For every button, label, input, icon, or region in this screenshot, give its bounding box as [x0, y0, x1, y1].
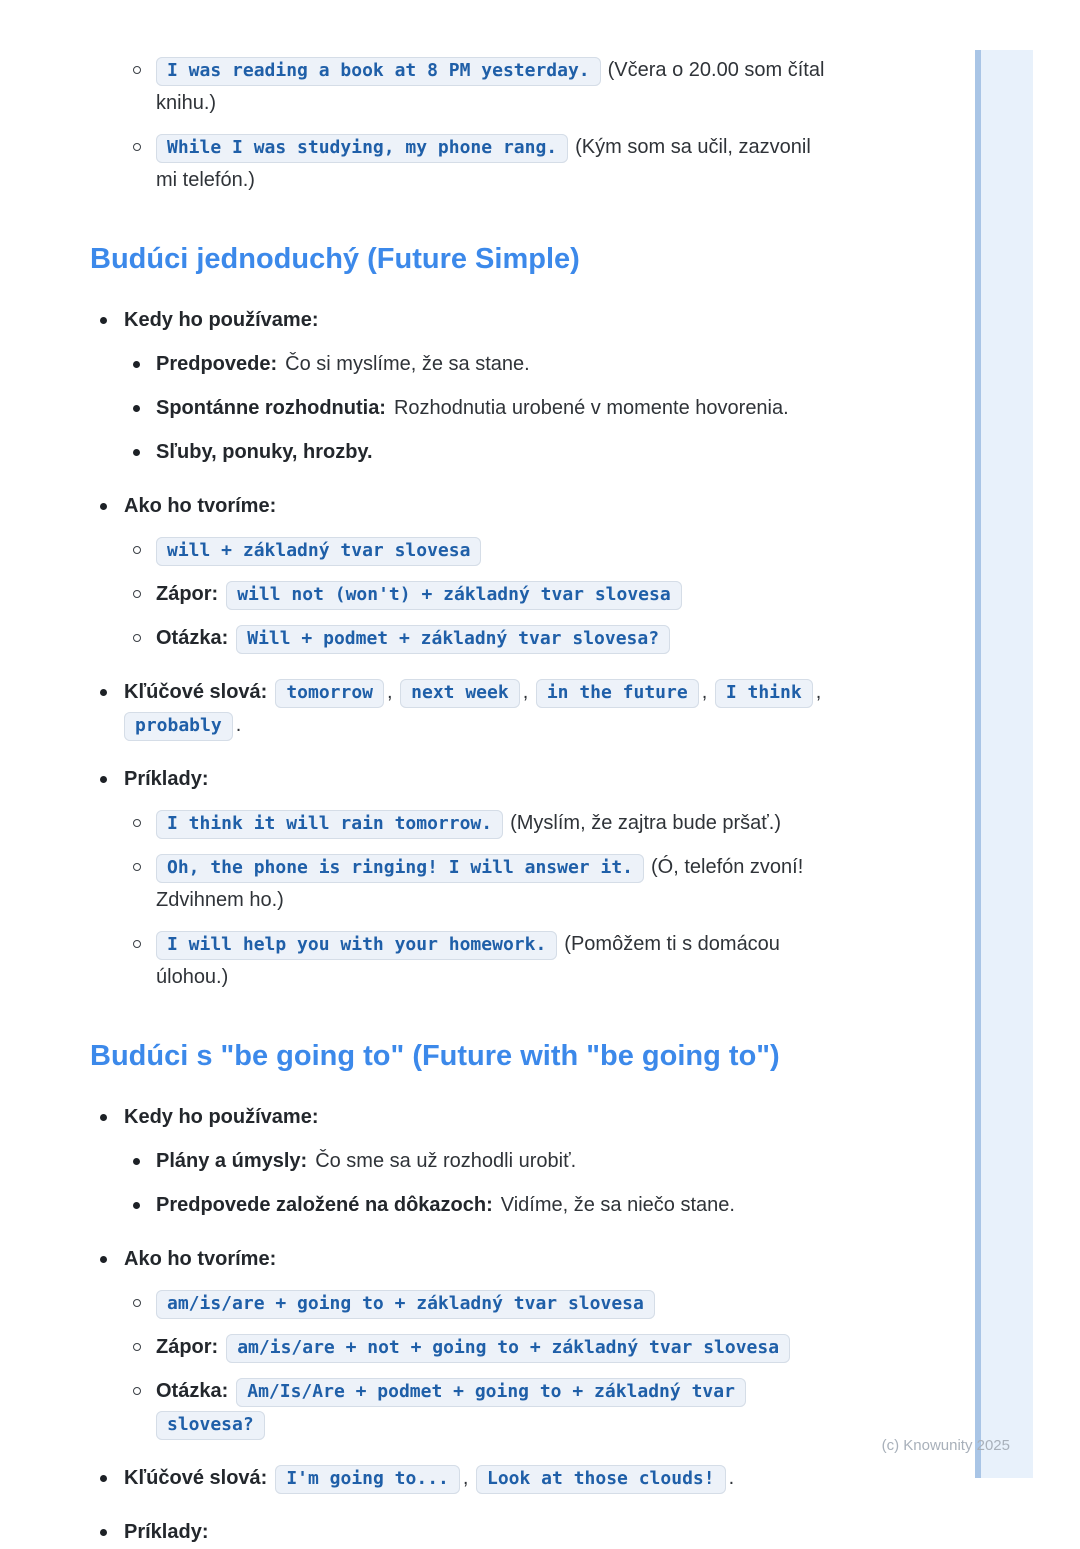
list-item — [90, 1189, 830, 1222]
examples-label: Príklady: — [124, 768, 209, 790]
translation-text: (Myslím, že zajtra bude pršať.) — [510, 812, 782, 834]
item-text: Čo sme sa už rozhodli urobiť. — [315, 1150, 577, 1172]
bullet-circle-icon — [133, 819, 141, 827]
separator: . — [728, 1467, 735, 1489]
list-item-keywords — [90, 1462, 830, 1495]
list-item — [90, 1287, 830, 1320]
list-item-form-header — [90, 1243, 830, 1276]
list-item-form-header — [90, 490, 830, 523]
list-item — [90, 131, 830, 197]
list-item — [90, 392, 830, 425]
bullet-circle-icon — [133, 940, 141, 948]
examples-label: Príklady: — [124, 1521, 209, 1543]
code-chip: Am/Is/Are + podmet + going to + základný tvar slovesa? — [156, 1378, 746, 1440]
list-item — [90, 622, 830, 655]
code-chip: Will + podmet + základný tvar slovesa? — [236, 625, 670, 654]
section-title-going-to: Budúci s "be going to" (Future with "be going to") — [90, 1040, 780, 1072]
bullet-disc-icon — [100, 776, 107, 783]
list-item — [90, 928, 830, 994]
item-label: Otázka: — [156, 627, 229, 649]
list-item-usage-header — [90, 304, 830, 337]
bullet-disc-icon — [133, 449, 140, 456]
usage-label: Kedy ho používame: — [124, 309, 319, 331]
keyword-chip: in the future — [536, 679, 699, 708]
keyword-chip: tomorrow — [275, 679, 384, 708]
translation-text: (Kým som sa učil, zazvonil mi telefón.) — [156, 136, 811, 191]
separator: , — [522, 681, 529, 703]
bullet-disc-icon — [100, 1475, 107, 1482]
list-item — [90, 807, 830, 840]
bullet-disc-icon — [100, 689, 107, 696]
list-item — [90, 348, 830, 381]
separator: , — [387, 681, 393, 703]
list-item — [90, 851, 830, 917]
bullet-circle-icon — [133, 634, 141, 642]
code-chip: am/is/are + not + going to + základný tvar slovesa — [226, 1334, 790, 1363]
form-label: Ako ho tvoríme: — [124, 1248, 277, 1270]
bullet-disc-icon — [133, 1202, 140, 1209]
bullet-disc-icon — [133, 1158, 140, 1165]
scrollbar-track[interactable] — [975, 50, 1033, 1478]
item-text: Rozhodnutia urobené v momente hovorenia. — [393, 397, 789, 419]
item-label: Otázka: — [156, 1380, 229, 1402]
keyword-chip: next week — [400, 679, 520, 708]
code-chip: Oh, the phone is ringing! I will answer it. — [156, 854, 644, 883]
bullet-circle-icon — [133, 1299, 141, 1307]
watermark-text: (c) Knowunity 2025 — [881, 1437, 1010, 1454]
code-chip: will + základný tvar slovesa — [156, 537, 481, 566]
bullet-circle-icon — [133, 1343, 141, 1351]
list-item — [90, 1331, 830, 1364]
separator: , — [701, 681, 708, 703]
item-label: Spontánne rozhodnutia: — [156, 397, 386, 419]
list-item — [90, 54, 830, 120]
bullet-disc-icon — [100, 317, 107, 324]
bullet-circle-icon — [133, 863, 141, 871]
list-item-usage-header — [90, 1101, 830, 1134]
item-label: Sľuby, ponuky, hrozby. — [156, 441, 373, 463]
bullet-circle-icon — [133, 546, 141, 554]
code-chip: I will help you with your homework. — [156, 931, 557, 960]
item-text: Vidíme, že sa niečo stane. — [500, 1194, 735, 1216]
usage-label: Kedy ho používame: — [124, 1106, 319, 1128]
translation-text: (Pomôžem ti s domácou úlohou.) — [156, 933, 780, 988]
list-item — [90, 534, 830, 567]
translation-text: (Ó, telefón zvoní! Zdvihnem ho.) — [156, 856, 804, 911]
bullet-disc-icon — [100, 1114, 107, 1121]
bullet-circle-icon — [133, 143, 141, 151]
bullet-circle-icon — [133, 590, 141, 598]
item-label: Zápor: — [156, 583, 219, 605]
separator: , — [462, 1467, 469, 1489]
bullet-disc-icon — [133, 361, 140, 368]
keywords-label: Kľúčové slová: — [124, 1467, 268, 1489]
list-item — [90, 436, 830, 469]
bullet-circle-icon — [133, 1387, 141, 1395]
list-item — [90, 578, 830, 611]
list-item-keywords — [90, 676, 830, 742]
keyword-chip: I think — [715, 679, 813, 708]
list-item — [90, 1145, 830, 1178]
code-chip: I was reading a book at 8 PM yesterday. — [156, 57, 601, 86]
bullet-disc-icon — [133, 405, 140, 412]
document-content — [90, 0, 830, 1549]
form-label: Ako ho tvoríme: — [124, 495, 277, 517]
item-label: Predpovede: — [156, 353, 278, 375]
code-chip: I think it will rain tomorrow. — [156, 810, 503, 839]
item-text: Čo si myslíme, že sa stane. — [285, 353, 530, 375]
translation-text: (Včera o 20.00 som čítal knihu.) — [156, 59, 825, 114]
code-chip: While I was studying, my phone rang. — [156, 134, 568, 163]
separator: , — [815, 681, 822, 703]
bullet-disc-icon — [100, 1256, 107, 1263]
bullet-disc-icon — [100, 503, 107, 510]
list-item-examples-header — [90, 763, 830, 796]
code-chip: will not (won't) + základný tvar slovesa — [226, 581, 681, 610]
item-label: Zápor: — [156, 1336, 219, 1358]
item-label: Plány a úmysly: — [156, 1150, 308, 1172]
bullet-disc-icon — [100, 1529, 107, 1536]
keyword-chip: I'm going to... — [275, 1465, 460, 1494]
code-chip: am/is/are + going to + základný tvar slovesa — [156, 1290, 655, 1319]
list-item-examples-header — [90, 1516, 830, 1549]
bullet-circle-icon — [133, 66, 141, 74]
section-title-future-simple: Budúci jednoduchý (Future Simple) — [90, 243, 580, 275]
separator: . — [235, 714, 242, 736]
keywords-label: Kľúčové slová: — [124, 681, 268, 703]
list-item — [90, 1375, 830, 1441]
keyword-chip: probably — [124, 712, 233, 741]
keyword-chip: Look at those clouds! — [476, 1465, 726, 1494]
item-label: Predpovede založené na dôkazoch: — [156, 1194, 493, 1216]
